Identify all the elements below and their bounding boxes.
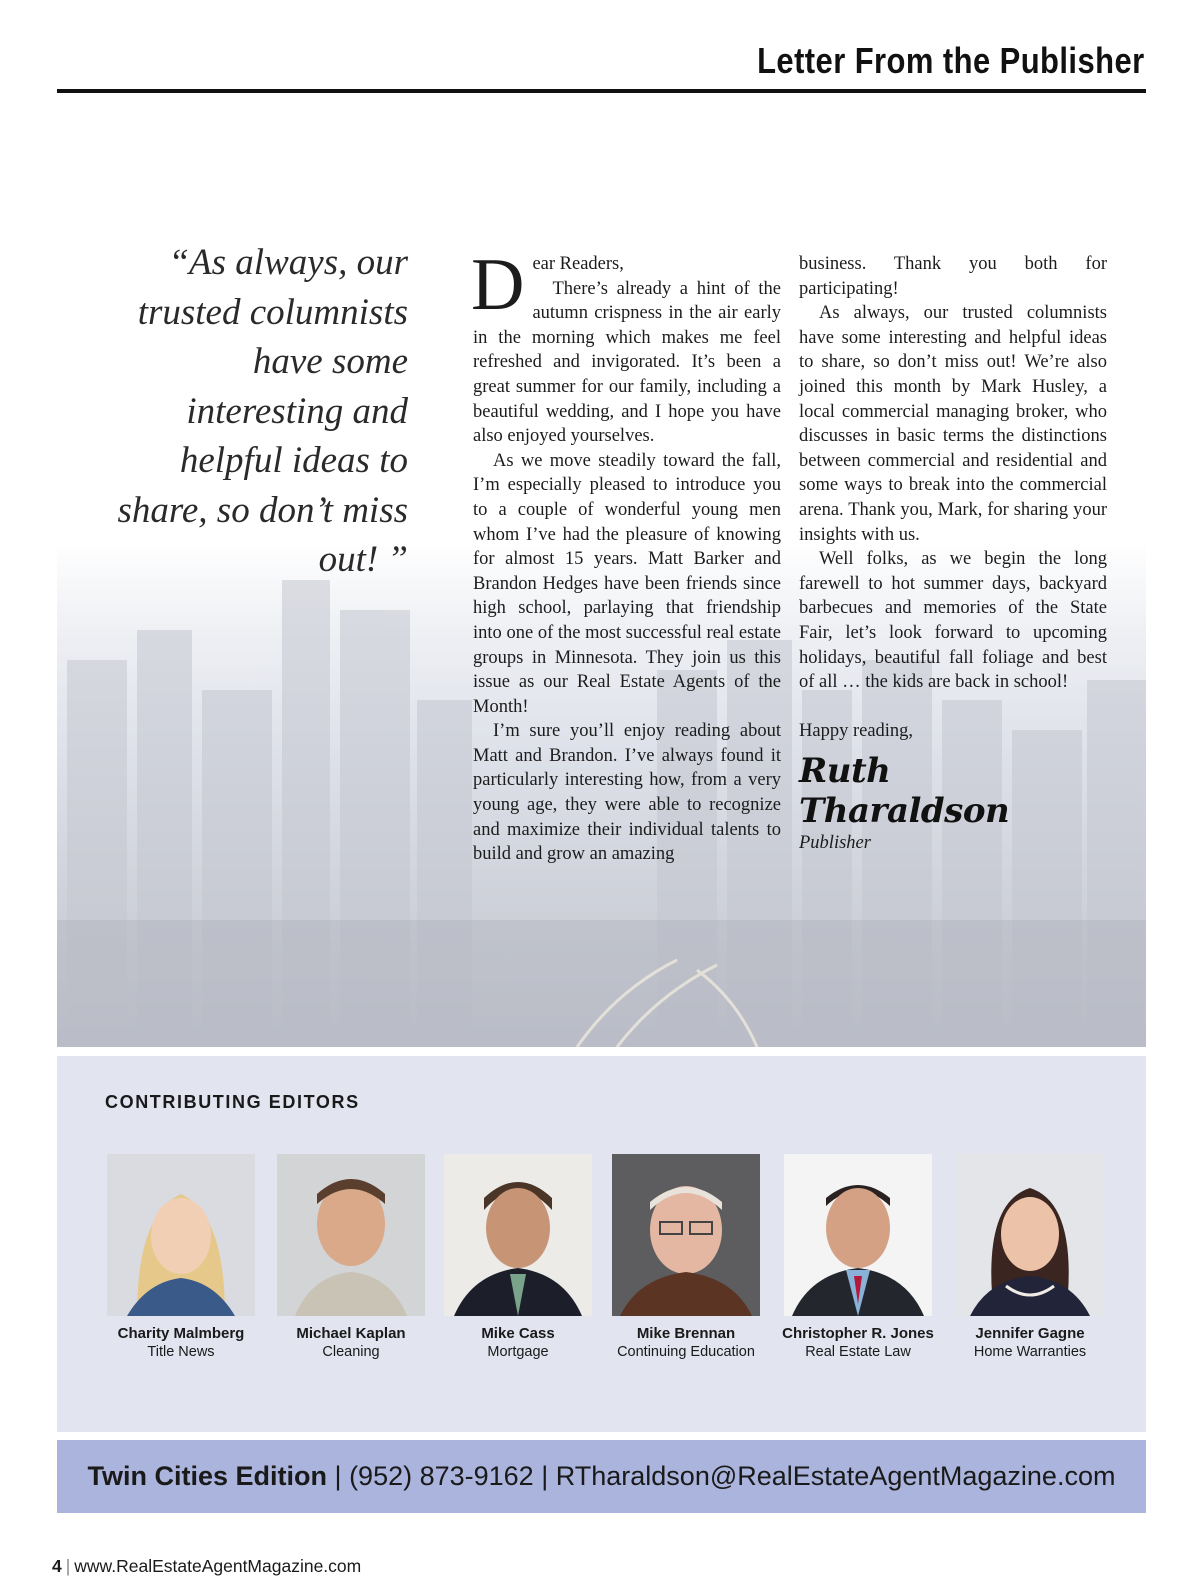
letter-paragraph: I’m sure you’ll enjoy reading about Matt and Brandon. I’ve always found it particularly interesting how, from a very young age, they were able to recognize and maximize their individual talents to build and grow an amazing xyxy=(473,721,781,865)
editor-role: Title News xyxy=(147,1344,215,1360)
editor-role: Real Estate Law xyxy=(805,1344,911,1360)
editor-card xyxy=(773,1154,943,1361)
editor-card xyxy=(266,1154,436,1361)
editor-photo xyxy=(277,1154,425,1316)
letter-column-2 xyxy=(799,252,1107,856)
editors-heading: CONTRIBUTING EDITORS xyxy=(105,1092,360,1112)
letter-paragraph: business. Thank you both for participating! xyxy=(799,254,1107,299)
email-link[interactable]: RTharaldson@RealEstateAgentMagazine.com xyxy=(555,1461,1116,1491)
editor-card xyxy=(96,1154,266,1361)
separator: | xyxy=(541,1461,549,1491)
editor-name: Jennifer Gagne xyxy=(975,1325,1085,1342)
letter-paragraph: As we move steadily toward the fall, I’m especially pleased to introduce you to a couple of wonderful young men whom I’ve had the pleasure of knowing for almost 15 years. Matt Barker and Brandon Hedges have been friends since high school, parlaying that friendship into one of the most successful real estate groups in Minnesota. They join us this issue as our Real Estate Agents of the Month! xyxy=(473,450,781,717)
letter-column-1 xyxy=(471,244,781,867)
edition-label: Twin Cities Edition xyxy=(87,1461,328,1491)
separator: | xyxy=(65,1556,71,1576)
drop-cap: D xyxy=(471,244,525,326)
editor-photo xyxy=(107,1154,255,1316)
letter-paragraph: As always, our trusted columnists have some interesting and helpful ideas to share, so don’t miss out! We’re also joined this month by Mark Husley, a local commercial managing broker, who discusses in basic terms the distinctions between commercial and residential and some ways to break into the commercial arena. Thank you, Mark, for sharing your insights with us. xyxy=(799,303,1107,545)
header-rule xyxy=(57,89,1146,93)
editor-card xyxy=(433,1154,603,1361)
pull-quote: “As always, our trusted columnists have some interesting and helpful ideas to share, so don’t miss out! ” xyxy=(117,242,408,580)
editor-name: Michael Kaplan xyxy=(296,1325,406,1342)
letter-paragraph: Well folks, as we begin the long farewell to hot summer days, backyard barbecues and memories of the State Fair, let’s look forward to upcoming holidays, beautiful fall foliage and best of all … the kids are back in school! xyxy=(799,549,1107,693)
editor-card xyxy=(601,1154,771,1361)
editor-name: Mike Brennan xyxy=(636,1325,736,1342)
editor-photo xyxy=(612,1154,760,1316)
editor-photo xyxy=(784,1154,932,1316)
contact-bar xyxy=(57,1440,1146,1513)
letter-paragraph: There’s already a hint of the autumn crispness in the air early in the morning which makes me feel refreshed and invigorated. It’s been a great summer for our family, including a beautiful wedding, and I hope you have also enjoyed yourselves. xyxy=(473,278,781,447)
signer-title: Publisher xyxy=(799,833,871,854)
editor-role: Continuing Education xyxy=(617,1344,755,1360)
closing: Happy reading, xyxy=(799,720,914,741)
salutation: ear Readers, xyxy=(532,254,624,274)
editor-photo xyxy=(444,1154,592,1316)
editor-name: Christopher R. Jones xyxy=(782,1325,934,1342)
editor-role: Home Warranties xyxy=(973,1344,1087,1360)
editor-role: Cleaning xyxy=(322,1344,380,1360)
page-number: 4 xyxy=(52,1556,62,1576)
phone-number[interactable]: (952) 873-9162 xyxy=(349,1461,534,1491)
editor-name: Mike Cass xyxy=(481,1325,555,1342)
page-title: Letter From the Publisher xyxy=(757,40,1145,81)
separator: | xyxy=(334,1461,342,1491)
page-footer xyxy=(52,1556,361,1577)
website-link[interactable]: www.RealEstateAgentMagazine.com xyxy=(74,1556,362,1576)
contributing-editors-panel xyxy=(57,1056,1146,1432)
signature: Ruth Tharaldson xyxy=(799,751,1010,832)
editor-name: Charity Malmberg xyxy=(117,1325,245,1342)
editor-photo xyxy=(956,1154,1104,1316)
editor-card xyxy=(945,1154,1115,1361)
editor-role: Mortgage xyxy=(487,1344,549,1360)
